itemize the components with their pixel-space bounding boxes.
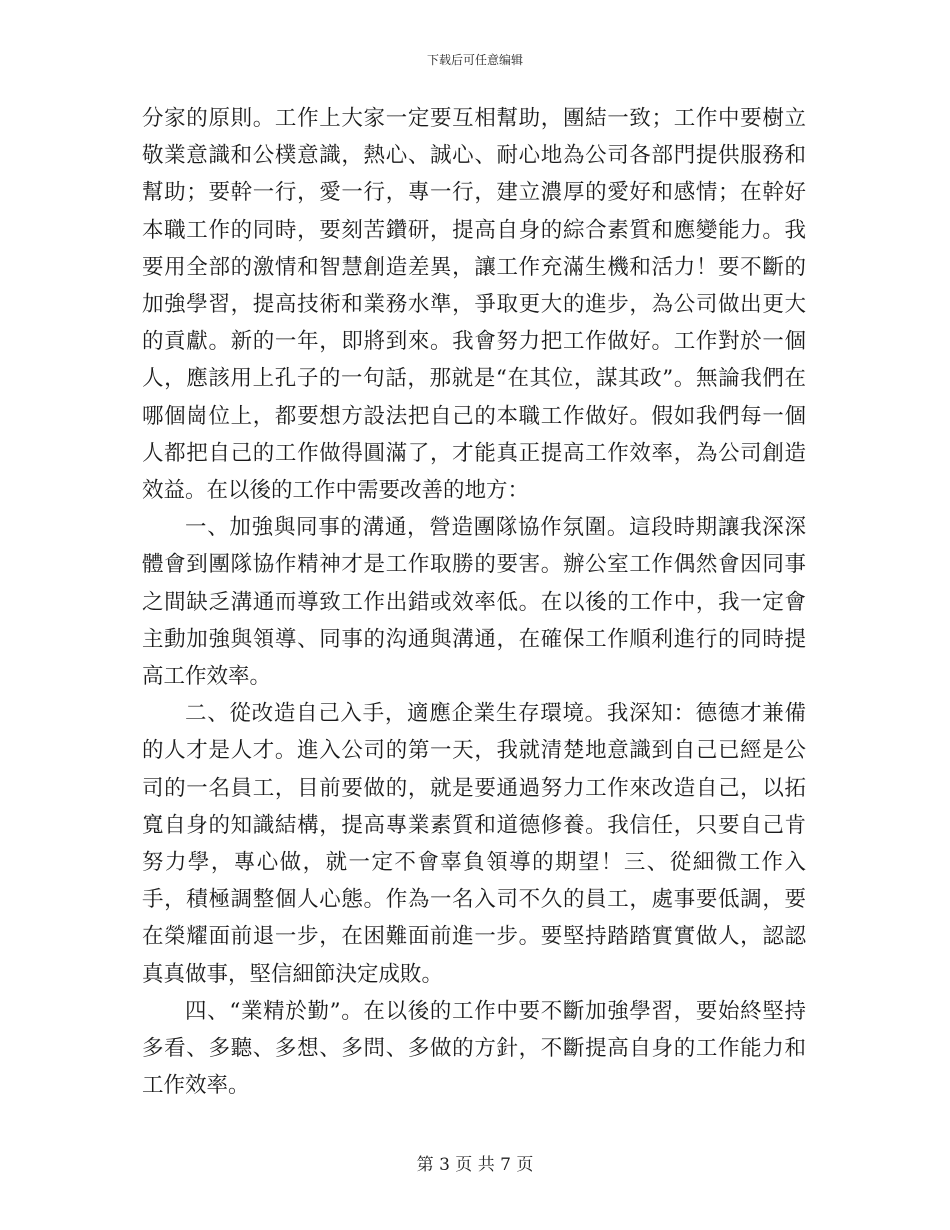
paragraph-item-four: 四、“業精於勤”。在以後的工作中要不斷加強學習，要始終堅持多看、多聽、多想、多問、多做的方針，不斷提高自身的工作能力和工作效率。 — [142, 998, 806, 1099]
paragraph-item-one: 一、加強與同事的溝通，營造團隊協作氛圍。這段時期讓我深深體會到團隊協作精神才是工作取勝的要害。辦公室工作偶然會因同事之間缺乏溝通而導致工作出錯或效率低。在以後的工作中，我一定會主動加強與領導、同事的沟通與溝通，在確保工作順利進行的同時提高工作效率。 — [142, 515, 806, 690]
page-number: 第 3 页 共 7 页 — [416, 1155, 534, 1175]
document-body — [142, 100, 806, 1104]
page-header: 下载后可任意编辑 — [426, 53, 523, 67]
paragraph-item-two: 二、從改造自己入手，適應企業生存環境。我深知：德德才兼備的人才是人才。進入公司的第一天，我就清楚地意識到自己已經是公司的一名員工，目前要做的，就是要通過努力工作來改造自己，以拓寬自身的知識結構，提高專業素質和道德修養。我信任，只要自己肯努力學，專心做，就一定不會辜負領導的期望！三、從細微工作入手，積極調整個人心態。作為一名入司不久的員工，處事要低調，要在榮耀面前退一步，在困難面前進一步。要堅持踏踏實實做人，認認真真做事，堅信細節決定成敗。 — [142, 701, 806, 987]
paragraph-continuation: 分家的原則。工作上大家一定要互相幫助，團結一致；工作中要樹立敬業意識和公樸意識，熱心、誠心、耐心地為公司各部門提供服務和幫助；要幹一行，愛一行，專一行，建立濃厚的愛好和感情；在幹好本職工作的同時，要刻苦鑽研，提高自身的綜合素質和應變能力。我要用全部的激情和智慧創造差異，讓工作充滿生機和活力！要不斷的加強學習，提高技術和業務水準，爭取更大的進步，為公司做出更大的貢獻。新的一年，即將到來。我會努力把工作做好。工作對於一個人，應該用上孔子的一句話，那就是“在其位，謀其政”。無論我們在哪個崗位上，都要想方設法把自己的本職工作做好。假如我們每一個人都把自己的工作做得圓滿了，才能真正提高工作效率，為公司創造效益。在以後的工作中需要改善的地方： — [142, 106, 806, 504]
